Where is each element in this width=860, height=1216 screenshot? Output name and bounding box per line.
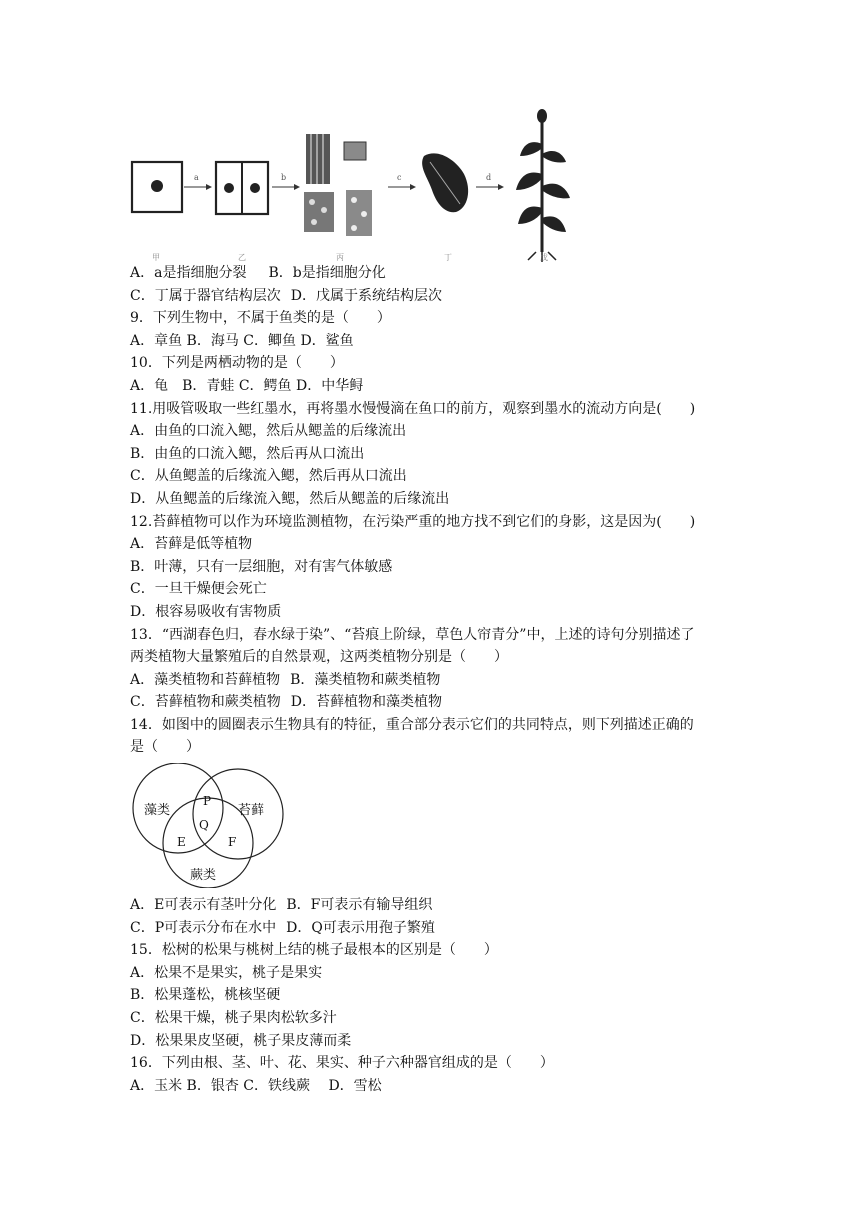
q11-stem: 11.用吸管吸取一些红墨水，再将墨水慢慢滴在鱼口的前方，观察到墨水的流动方向是( ) [130, 400, 696, 417]
stage-label-ding: 丁 [444, 253, 452, 262]
plant-structure-figure [126, 104, 586, 264]
arrow-label-a: a [194, 173, 199, 182]
q11-option-a: A．由鱼的口流入鳃，然后从鳃盖的后缘流出 [130, 423, 407, 440]
arrow-label-d: d [486, 173, 492, 182]
venn-label-algae: 藻类 [144, 803, 171, 819]
q13-options-row-2 [130, 691, 740, 714]
venn-label-moss: 苔藓 [238, 803, 265, 819]
q11-option-b: B．由鱼的口流入鳃，然后再从口流出 [130, 445, 365, 462]
two-cells-image [216, 162, 268, 214]
q13-option-d: D．苔藓植物和藻类植物 [290, 694, 442, 711]
q12-option-a: A．苔藓是低等植物 [130, 536, 253, 553]
arrow-label-c: c [397, 173, 402, 182]
q12-option-d: D．根容易吸收有害物质 [130, 603, 282, 620]
q14-options-row-2 [130, 917, 740, 940]
organ-leaf-image [422, 153, 468, 212]
arrow-label-b: b [281, 173, 287, 182]
q16-options: A．玉米 B．银杏 C．铁线蕨 D．雪松 [130, 1077, 382, 1094]
q13-options-row-1 [130, 669, 740, 692]
q14-option-a: A．E可表示有茎叶分化 [130, 897, 277, 914]
q14-stem-line-1: 14．如图中的圆圈表示生物具有的特征，重合部分表示它们的共同特点，则下列描述正确的 [130, 716, 694, 733]
q14-options-row-1 [130, 894, 740, 917]
q14-option-c: C．P可表示分布在水中 [130, 919, 277, 936]
arrow-d [476, 173, 504, 190]
q12-stem: 12.苔藓植物可以作为环境监测植物，在污染严重的地方找不到它们的身影，这是因为( ) [130, 513, 696, 530]
q15-option-d: D．松果果皮坚硬，桃子果皮薄而柔 [130, 1032, 352, 1049]
q13-stem-line-1: 13．“西湖春色归，春水绿于染”、“苔痕上阶绿，草色人帘青分”中，上述的诗句分别描述了 [130, 626, 695, 643]
venn-diagram [130, 763, 300, 888]
q15-stem: 15．松树的松果与桃树上结的桃子最根本的区别是（ ） [130, 942, 498, 959]
q13-option-a: A．藻类植物和苔藓植物 [130, 671, 281, 688]
q8-option-d: D．戊属于系统结构层次 [290, 287, 442, 304]
venn-region-e: E [177, 835, 186, 850]
arrow-c [388, 173, 416, 190]
q9-options: A．章鱼 B．海马 C．鲫鱼 D．鲨鱼 [130, 332, 354, 349]
q9-stem: 9．下列生物中，不属于鱼类的是（ ） [130, 310, 391, 327]
q11-option-d: D．从鱼鳃盖的后缘流入鳃，然后从鳃盖的后缘流出 [130, 490, 450, 507]
q10-stem: 10．下列是两栖动物的是（ ） [130, 355, 344, 372]
q10-options: A．龟 B．青蛙 C．鳄鱼 D．中华鲟 [130, 377, 364, 394]
q12-option-b: B．叶薄，只有一层细胞，对有害气体敏感 [130, 558, 393, 575]
tissues-image [304, 134, 372, 236]
q16-stem: 16．下列由根、茎、叶、花、果实、种子六种器官组成的是（ ） [130, 1055, 554, 1072]
q8-option-b: B．b是指细胞分化 [268, 265, 386, 281]
q12-option-c: C．一旦干燥便会死亡 [130, 581, 267, 598]
stage-label-yi: 乙 [238, 253, 246, 262]
q8-options-row-2 [130, 285, 740, 308]
q14-stem-line-2: 是（ ） [130, 739, 200, 756]
q13-option-c: C．苔藓植物和蕨类植物 [130, 694, 281, 711]
stage-label-wu: 戊 [540, 253, 548, 262]
q15-option-c: C．松果干燥，桃子果肉松软多汁 [130, 1010, 337, 1027]
q14-option-b: B．F可表示有输导组织 [286, 897, 433, 914]
arrow-a [184, 173, 212, 190]
q8-options-row-1 [130, 262, 740, 285]
q15-option-a: A．松果不是果实，桃子是果实 [130, 964, 323, 981]
whole-plant-image [516, 109, 570, 262]
arrow-b [272, 173, 300, 190]
q8-option-c: C．丁属于器官结构层次 [130, 287, 281, 304]
venn-region-f: F [228, 835, 237, 850]
q8-option-a: A．a是指细胞分裂 [130, 265, 247, 281]
q11-option-c: C．从鱼鳃盖的后缘流入鳃，然后再从口流出 [130, 468, 407, 485]
venn-region-q: Q [199, 818, 209, 833]
q14-option-d: D．Q可表示用孢子繁殖 [286, 919, 435, 936]
single-cell-image [132, 162, 182, 212]
venn-label-fern: 蕨类 [190, 868, 217, 884]
venn-region-p: P [203, 794, 212, 809]
q13-option-b: B．藻类植物和蕨类植物 [290, 671, 441, 688]
stage-label-bing: 丙 [336, 253, 344, 262]
stage-label-jia: 甲 [152, 253, 160, 262]
q13-stem-line-2: 两类植物大量繁殖后的自然景观，这两类植物分别是（ ） [130, 649, 508, 666]
question-list [130, 262, 740, 1097]
q15-option-b: B．松果蓬松，桃核坚硬 [130, 987, 281, 1004]
